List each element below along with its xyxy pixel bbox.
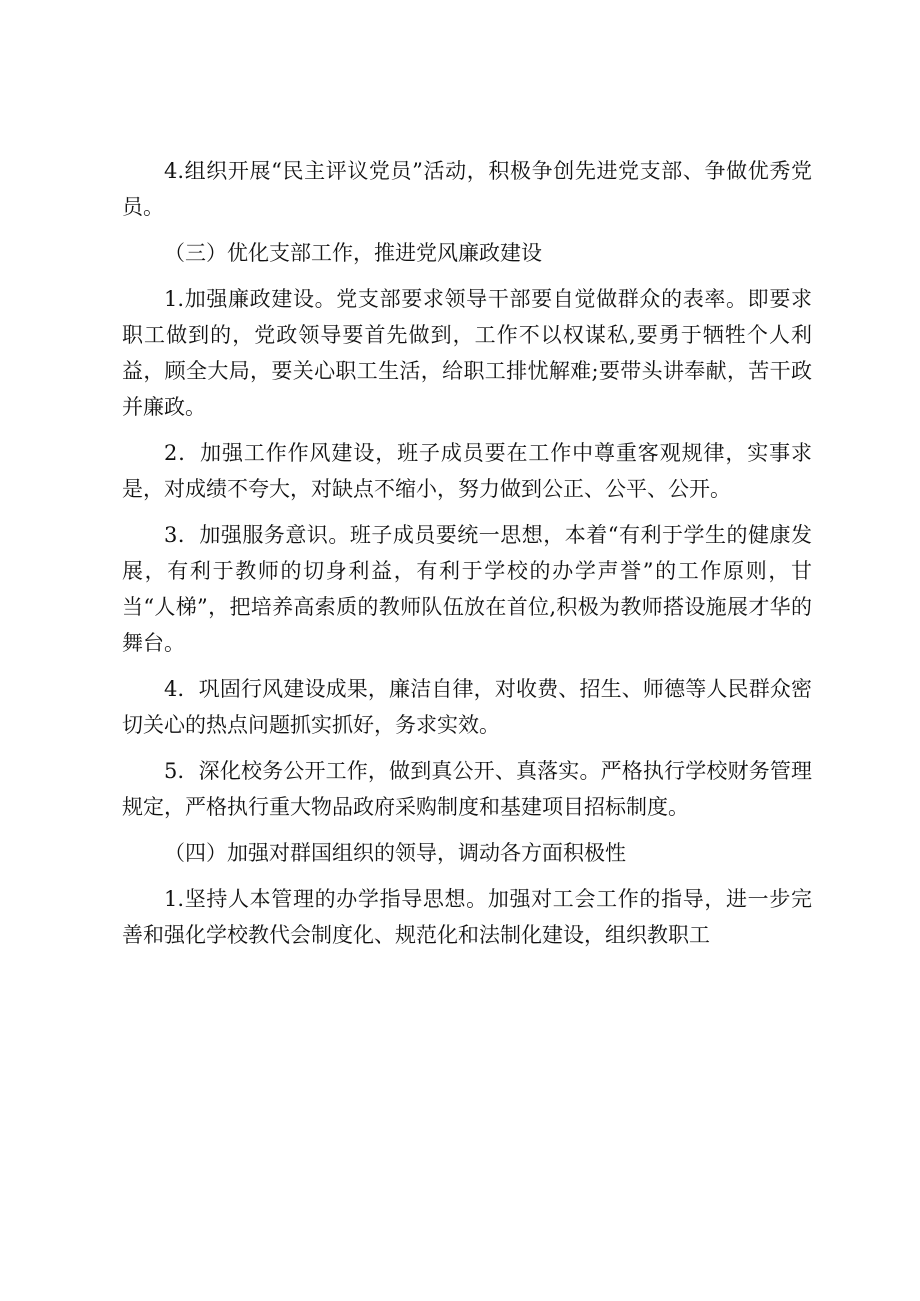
paragraph-item-4-party-evaluation: 4.组织开展“民主评议党员”活动，积极争创先进党支部、争做优秀党员。 — [122, 159, 812, 219]
section-heading-4: （四）加强对群国组织的领导，调动各方面积极性 — [164, 841, 626, 865]
paragraph-item-1-management: 1.坚持人本管理的办学指导思想。加强对工会工作的指导，进一步完善和强化学校教代会制度化、规范化和法制化建设，组织教职工 — [122, 887, 812, 947]
paragraph-item-5-transparency: 5．深化校务公开工作，做到真公开、真落实。严格执行学校财务管理规定，严格执行重大物品政府采购制度和基建项目招标制度。 — [122, 759, 812, 819]
paragraph-item-4-conduct: 4．巩固行风建设成果，廉洁自律，对收费、招生、师德等人民群众密切关心的热点问题抓实抓好，务求实效。 — [122, 677, 812, 737]
paragraph-item-3-service: 3．加强服务意识。班子成员要统一思想，本着“有利于学生的健康发展，有利于教师的切身利益，有利于学校的办学声誉”的工作原则，甘当“人梯”，把培养高索质的教师队伍放在首位,积极为教师搭设施展才华的舞台。 — [122, 523, 812, 655]
paragraph-item-1-integrity: 1.加强廉政建设。党支部要求领导干部要自觉做群众的表率。即要求职工做到的，党政领导要首先做到，工作不以权谋私,要勇于牺牲个人利益，顾全大局，要关心职工生活，给职工排忧解难;要带头讲奉献，苦干政并廉政。 — [122, 287, 812, 419]
paragraph-item-2-work-style: 2．加强工作作风建设，班子成员要在工作中尊重客观规律，实事求是，对成绩不夸大，对缺点不缩小，努力做到公正、公平、公开。 — [122, 441, 812, 501]
section-heading-3: （三）优化支部工作，推进党风廉政建设 — [164, 241, 542, 265]
document-body — [122, 153, 812, 963]
